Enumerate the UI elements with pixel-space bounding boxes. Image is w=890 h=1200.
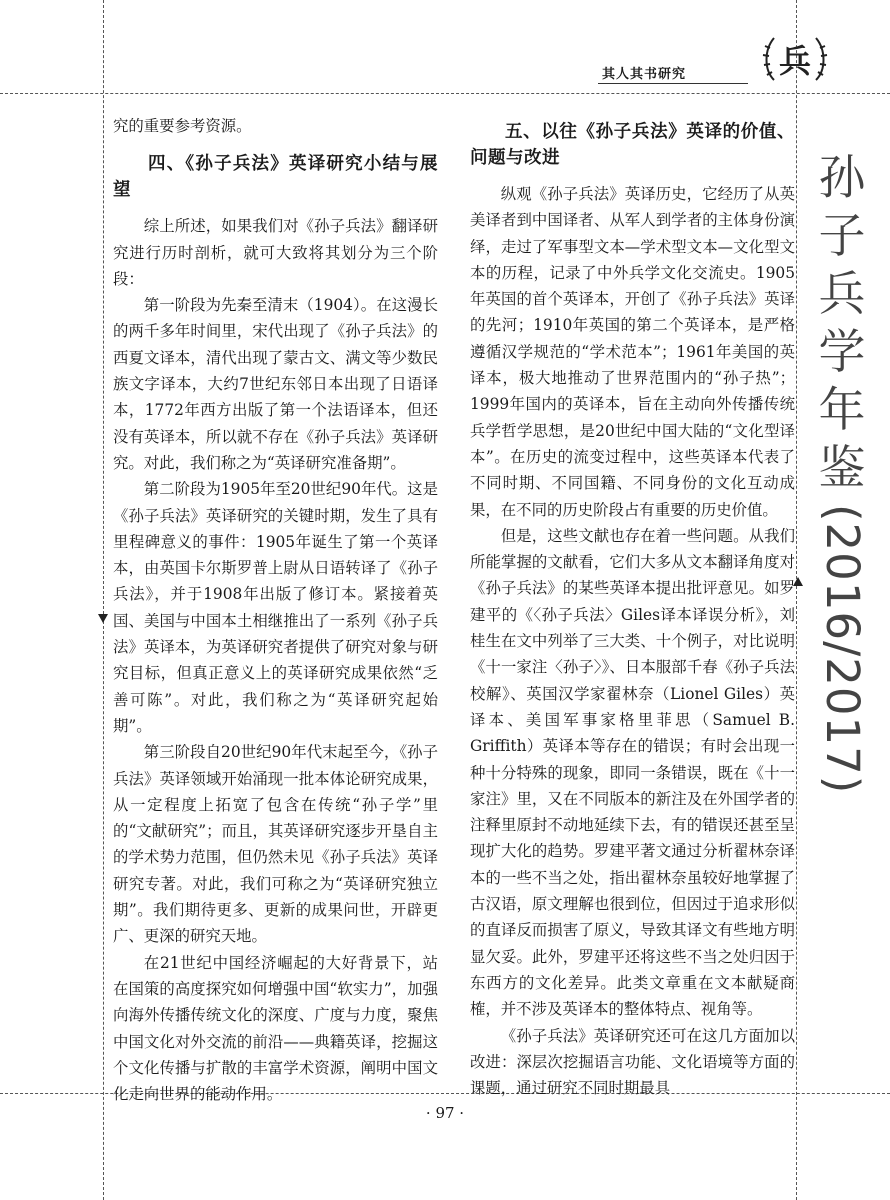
section-heading-4: 四、《孙子兵法》英译研究小结与展望	[113, 154, 438, 201]
crop-guide-right	[796, 0, 797, 1200]
running-head-rule	[598, 83, 748, 84]
title-char-2: 子	[818, 209, 866, 264]
marker-triangle-up-icon	[793, 577, 803, 586]
right-column	[470, 113, 795, 1101]
left-paragraph-5: 在21世纪中国经济崛起的大好背景下，站在国策的高度探究如何增强中国“软实力”，加强向海外传播传统文化的深度、广度与力度，聚焦中国文化对外交流的前沿——典籍英译，挖掘这个文化传播与扩散的丰富学术资源，阐明中国文化走向世界的能动作用。	[113, 953, 438, 1104]
page-number: · 97 ·	[425, 1104, 465, 1122]
right-paragraph-1: 纵观《孙子兵法》英译历史，它经历了从英美译者到中国译者、从军人到学者的主体身份演绎，走过了军事型文本—学术型文本—文化型文本的历程，记录了中外兵学文化交流史。1905年英国的首个英译本，开创了《孙子兵法》英译的先河；1910年英国的第二个英译本，是严格遵循汉学规范的“学术范本”；1961年美国的英译本，极大地推动了世界范围内的“孙子热”；1999年国内的英译本，旨在主动向外传播传统兵学哲学思想，是20世纪中国大陆的“文化型译本”。在历史的流变过程中，这些英译本代表了不同时期、不同国籍、不同身份的文化互动成果，在不同的历史阶段占有重要的历史价值。	[470, 185, 795, 519]
crop-guide-top	[0, 93, 890, 94]
left-paragraph-3: 第二阶段为1905年至20世纪90年代。这是《孙子兵法》英译研究的关键时期，发生了具有里程碑意义的事件：1905年诞生了第一个英译本，由英国卡尔斯罗普上尉从日语转译了《孙子兵法》，并于1908年出版了修订本。紧接着英国、美国与中国本土相继推出了一系列《孙子兵法》英译本，为英译研究者提供了研究对象与研究目标，但真正意义上的英译研究成果依然“乏善可陈”。对此，我们称之为“英译研究起始期”。	[113, 480, 438, 735]
journal-logo-icon	[760, 28, 830, 92]
left-paragraph-2: 第一阶段为先秦至清末（1904）。在这漫长的两千多年时间里，宋代出现了《孙子兵法》的西夏文译本，清代出现了蒙古文、满文等少数民族文字译本，大约7世纪东邻日本出现了日语译本，1772年西方出版了第一个法语译本，但还没有英译本，所以就不存在《孙子兵法》英译研究。对此，我们称之为“英译研究准备期”。	[113, 296, 438, 472]
title-char-5: 年	[818, 383, 866, 438]
title-char-4: 学	[818, 325, 866, 380]
title-year: (2016/2017)	[816, 504, 869, 795]
left-paragraph-1: 综上所述，如果我们对《孙子兵法》翻译研究进行历时剖析，就可大致将其划分为三个阶段：	[113, 217, 438, 288]
crop-guide-left	[103, 0, 104, 1200]
left-paragraph-continued: 究的重要参考资源。	[113, 117, 252, 135]
right-paragraph-3: 《孙子兵法》英译研究还可在这几方面加以改进：深层次挖掘语言功能、文化语境等方面的课题，通过研究不同时期最具	[470, 1026, 795, 1098]
title-char-6: 鉴	[818, 441, 866, 496]
left-paragraph-4: 第三阶段自20世纪90年代末起至今，《孙子兵法》英译领域开始涌现一批本体论研究成果，从一定程度上拓宽了包含在传统“孙子学”里的“文献研究”；而且，其英译研究逐步开垦自主的学术势力范围，但仍然未见《孙子兵法》英译研究专著。对此，我们可称之为“英译研究独立期”。我们期待更多、更新的成果问世，开辟更广、更深的研究天地。	[113, 743, 438, 946]
right-paragraph-2: 但是，这些文献也存在着一些问题。从我们所能掌握的文献看，它们大多从文本翻译角度对《孙子兵法》的某些英译本提出批评意见。如罗建平的《〈孙子兵法〉Giles译本译误分析》，刘桂生在文中列举了三大类、十个例子，对比说明《十一家注〈孙子〉》、日本服部千春《孙子兵法校解》、英国汉学家翟林奈（Lionel Giles）英译本、美国军事家格里菲思（Samuel B. Griffith）英译本等存在的错误；有时会出现一种十分特殊的现象，即同一条错误，既在《十一家注》里，又在不同版本的新注及在外国学者的注释里原封不动地延续下去，有的错误还甚至呈现扩大化的趋势。罗建平著文通过分析翟林奈译本的一些不当之处，指出翟林奈虽较好地掌握了古汉语，原文理解也很到位，但因过于追求形似的直译反而损害了原义，导致其译文有些地方明显欠妥。此外，罗建平还将这些不当之处归因于东西方的文化差异。此类文章重在文本献疑商榷，并不涉及英译本的整体特点、视角等。	[470, 526, 795, 1019]
left-column	[113, 113, 438, 1107]
marker-triangle-down-icon	[98, 614, 108, 623]
running-head: 其人其书研究	[602, 67, 687, 82]
title-char-1: 孙	[818, 151, 866, 206]
logo-glyph: 兵	[778, 42, 812, 80]
section-heading-5: 五、以往《孙子兵法》英译的价值、问题与改进	[470, 122, 795, 168]
title-char-3: 兵	[818, 267, 866, 322]
journal-vertical-title	[812, 150, 872, 794]
